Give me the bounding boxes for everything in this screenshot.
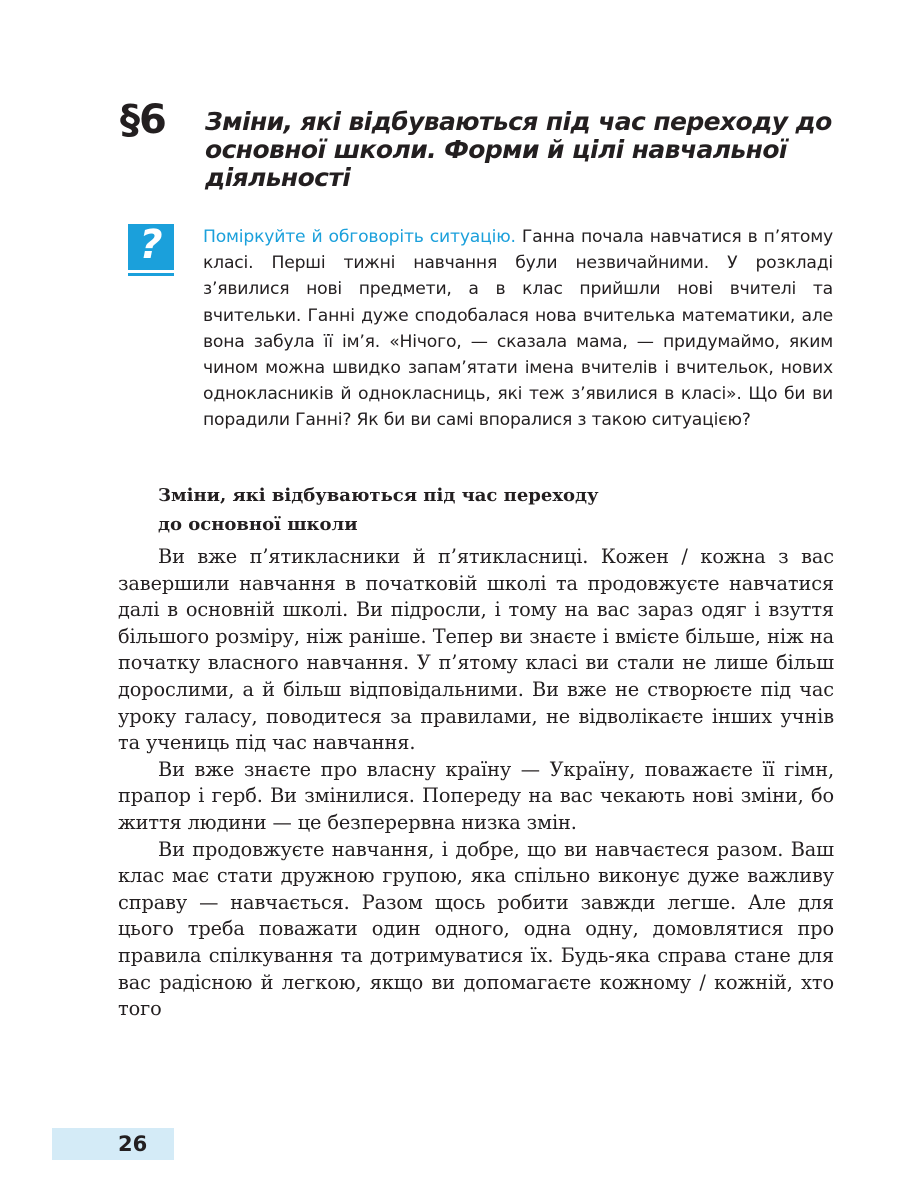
subheading-line-1: Зміни, які відбуваються під час переходу: [158, 485, 599, 506]
question-glyph: ?: [139, 222, 163, 268]
section-title: Зміни, які відбуваються під час переходу до основної школи. Форми й цілі навчальної діяльності: [205, 107, 832, 192]
page-number-band: [52, 1128, 174, 1160]
paragraph: Ви продовжуєте навчання, і добре, що ви навчаєтеся разом. Ваш клас має стати дружною групою, яка спільно виконує дуже важливу справу — навчається. Разом щось робити завжди легше. Але для цього треба поважати один одного, одна одну, домовлятися про правила спілкування та дотримуватися їх. Будь-яка справа стане для вас радісною й легкою, якщо ви допомагаєте кожному / кожній, хто того: [118, 837, 834, 1021]
body-text: [118, 544, 834, 1023]
paragraph: Ви вже знаєте про власну країну — Україну, поважаєте її гімн, прапор і герб. Ви змінилися. Попереду на вас чекають нові зміни, бо життя людини — це безперервна низка змін.: [118, 757, 834, 834]
page-number: 26: [118, 1132, 148, 1156]
subheading-line-2: до основної школи: [158, 514, 358, 535]
question-icon-underline: [128, 273, 174, 276]
discussion-prompt: Поміркуйте й обговоріть ситуацію.: [203, 227, 516, 247]
paragraph: Ви вже п’ятикласники й п’ятикласниці. Кожен / кожна з вас завершили навчання в початковій школі та продовжуєте навчатися далі в основній школі. Ви підросли, і тому на вас зараз одяг і взуття більшого розміру, ніж раніше. Тепер ви знаєте і вмієте більше, ніж на початку власного навчання. У п’ятому класі ви стали не лише більш дорослими, а й більш відповідальними. Ви вже не створюєте під час уроку галасу, поводитеся за правилами, не відволікаєте інших учнів та учениць під час навчання.: [118, 545, 834, 755]
question-icon: [128, 224, 174, 270]
discussion-box: [203, 224, 833, 434]
subheading: [158, 481, 758, 539]
section-number: §6: [120, 97, 166, 143]
discussion-text: Ганна почала навчатися в п’ятому класі. Перші тижні навчання були незвичайними. У розкладі з’явилися нові предмети, а в клас прийшли нові вчителі та вчительки. Ганні дуже сподобалася нова вчителька математики, але вона забула її ім’я. «Нічого, — сказала мама, — придумаймо, яким чином можна швидко запам’ятати імена вчителів і вчительок, нових однокласників й однокласниць, які теж з’явилися в класі». Що би ви порадили Ганні? Як би ви самі впоралися з такою ситуацією?: [203, 227, 833, 431]
